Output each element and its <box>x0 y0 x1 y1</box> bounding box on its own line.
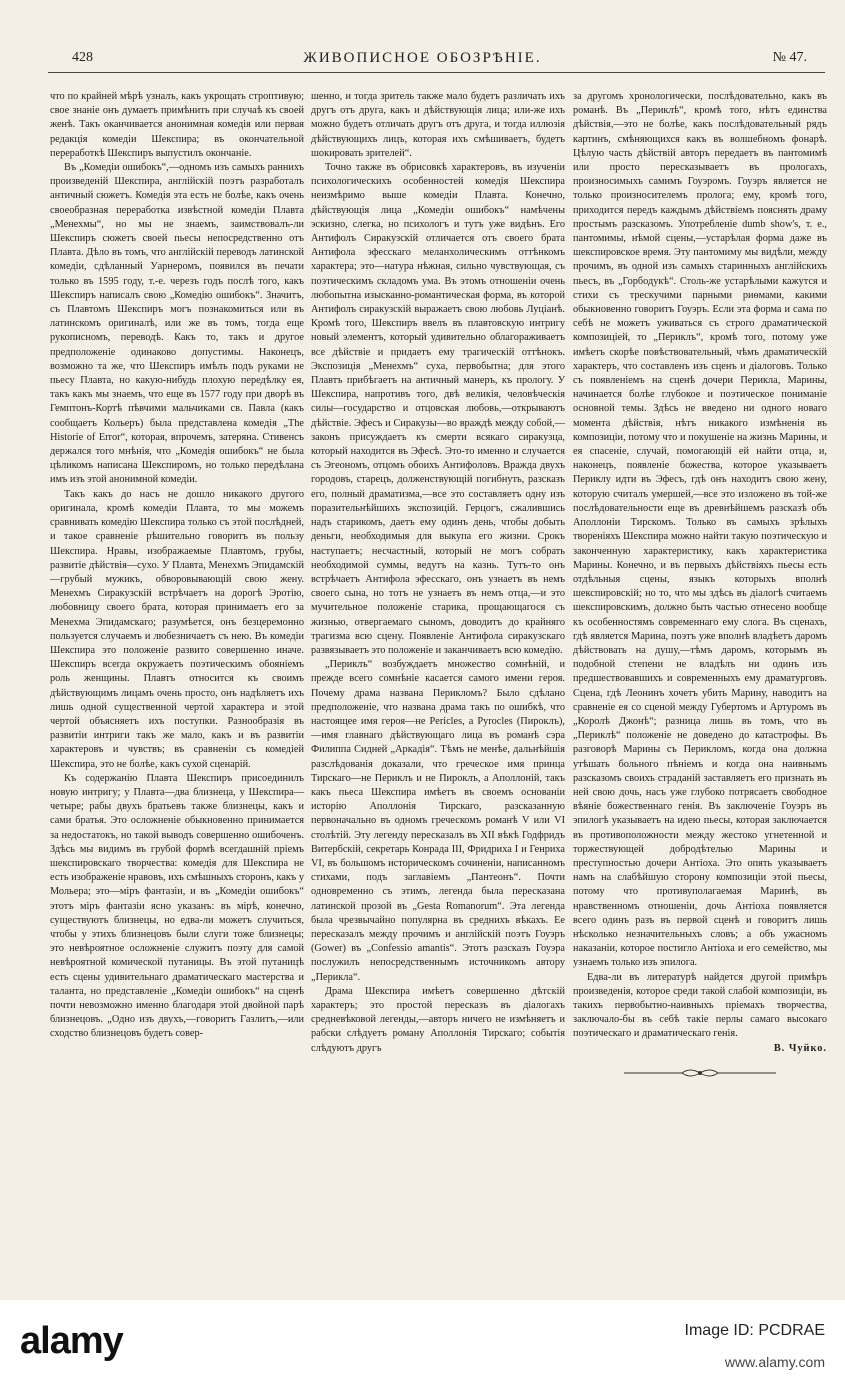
stock-footer <box>0 1300 845 1390</box>
paragraph: Въ „Комедіи ошибокъ“,—одномъ изъ самыхъ раннихъ произведеній Шекспира, англійскій поэтъ разработалъ античный сюжетъ. Комедія эта есть не болѣе, какъ очень своеобразная переработка извѣстной комедіи Плавта „Менехмы“, но мы не знаемъ, заимствовалъ-ли Шекспиръ сюжетъ своей пьесы непосредственно отъ Плавта. Дѣло въ томъ, что англійскій переводъ латинской комедіи, сдѣланный Уарнеромъ, появился въ печати только въ 1595 году, т.-е. черезъ годъ послѣ того, какъ Шекспиръ написалъ свою „Комедію ошибокъ“. Значитъ, съ Плавтомъ Шекспиръ могъ познакомиться или въ латинскомъ оригиналѣ, или же въ томъ, тогда еще рукописномъ, переводѣ. Какъ то, такъ и другое предположеніе одинаково допустимы. Наконецъ, возможно та же, что Шекспиръ имѣлъ подъ руками не пьесу Плавта, но какую-нибудь плохую передѣлку ея, такъ какъ мы знаемъ, что еще въ 1577 году при дворѣ въ Гемптонъ-Кортѣ пѣвчими мальчиками св. Павла (какъ сообщаетъ Кольеръ) была представлена комедія „The Historie of Error“, которая, впрочемъ, затеряна. Стивенсъ держался того мнѣнія, что „Комедія ошибокъ“ не была цѣликомъ написана Шекспиромъ, но только передѣлана имъ изъ этой анонимной комедіи. <box>50 162 304 486</box>
paragraph: Едва-ли въ литературѣ найдется другой примѣръ произведенія, которое среди такой слабой композиціи, въ такихъ первобытно-наивныхъ пріемахъ творчества, заключало-бы въ себѣ такіе перлы самаго высокаго поэтическаго и драматическаго генія. <box>573 971 827 1040</box>
paragraph: Точно также въ обрисовкѣ характеровъ, въ изученіи психологическихъ особенностей комедія Шекспира неизмѣримо выше комедіи Плавта. Конечно, дѣйствующія лица „Комедіи ошибокъ“ намѣчены эскизно, слегка, но психологъ и тутъ уже видѣнъ. Его Антифолъ Сиракузскій отличается отъ своего брата Антифола эфесскаго меланхолическимъ оттѣнкомъ характера; это—натура нѣжная, сильно чувствующая, съ поэтическимъ складомъ ума. Въ этомъ отношеніи очень любопытна изысканно-романтическая форма, въ которой Антифолъ сиракузскій выражаетъ свою любовь Луціанѣ. Кромѣ того, Шекспиръ ввелъ въ плавтовскую интригу новый элементъ, который удивительно облагораживаетъ все дѣйствіе и придаетъ ему трагическій оттѣнокъ. Экспозиція „Менехмъ“ суха, первобытна; для этого Плавтъ прибѣгаетъ на античный манеръ, къ прологу. У Шекспира, напротивъ того, двѣ великія, человѣческія силы—государство и отцовская любовь,—открываютъ дѣйствіе. Эфесъ и Сиракузы—во враждѣ между собой,—законъ присуждаетъ къ смерти всякаго сиракузца, который находится въ Эфесѣ. Это-то именно и случается съ Эгеономъ, отцомъ обоихъ Антифоловъ. Вражда двухъ городовъ, старецъ, долженствующій погибнуть, разсказъ его, полный драматизма,—все это составляетъ одну изъ поразительнѣйшихъ экспозицій. Герцогъ, сжалившись надъ старикомъ, даетъ ему одинъ день, чтобы добыть деньги, необходимыя для выкупа его жизни. Срокъ наступаетъ; несчастный, который не могъ собрать необходимой суммы, ведутъ на казнь. Тутъ-то онъ встрѣчаетъ Антифола эфесскаго, онъ узнаетъ въ немъ своего сына, но тотъ не узнаетъ въ немъ отца,—и это мучительное положеніе старика, прощающагося съ жизнью, отвергаемаго сыномъ, доводитъ до крайняго трагизма всю сцену. Появленіе Антифола сиракузскаго развязываетъ это положеніе и заканчиваетъ всю комедію. <box>311 162 565 656</box>
text-column-2 <box>311 90 565 1056</box>
paragraph: Драма Шекспира имѣетъ совершенно дѣтскій характеръ; это простой пересказъ въ діалогахъ средневѣковой легенды,—авторъ ничего не измѣняетъ и рабски слѣдуетъ роману Аполлонія Тирскаго; событія слѣдуютъ другъ <box>311 985 565 1054</box>
text-column-1 <box>50 90 304 1042</box>
running-title: ЖИВОПИСНОЕ ОБОЗРѢНІЕ. <box>303 50 542 66</box>
stock-url: www.alamy.com <box>724 1354 825 1370</box>
ornament-divider-icon <box>620 1066 780 1080</box>
author-signature <box>573 1042 827 1056</box>
paragraph: шенно, и тогда зритель также мало будетъ различать ихъ другъ отъ друга, какъ и дѣйствующія лица; или-же ихъ можно будетъ отличать другъ отъ друга, и тогда иллюзія дѣйствующихъ лицъ, которая ихъ смѣшиваетъ, будетъ шокировать зрителей“. <box>311 91 565 159</box>
image-id: Image ID: PCDRAE <box>684 1322 825 1339</box>
page-number: 428 <box>72 50 93 65</box>
page-header <box>0 44 845 74</box>
watermark-logo: alamy <box>20 1320 123 1362</box>
issue-number: № 47. <box>772 50 807 65</box>
paragraph: Къ содержанію Плавта Шекспиръ присоединилъ новую интригу; у Плавта—два близнеца, у Шекспира—четыре; рабы двухъ братьевъ также близнецы, какъ и сами братья. Это осложненіе обыкновенно принимается за недостатокъ, но такой выводъ совершенно ошибоченъ. Здѣсь мы видимъ въ грубой формѣ всегдашній пріемъ шекспировскаго творчества: комедія для Шекспира не есть изображеніе нравовъ, ихъ смѣшныхъ сторонъ, какъ у Мольера; это—міръ фантазіи, и въ „Комедіи ошибокъ“ этотъ міръ фантазіи ясно указанъ: въ мірѣ, конечно, существуютъ близнецы, но едва-ли можетъ случиться, чтобы у этихъ близнецовъ были слуги тоже близнецы; это невѣроятное осложненіе служитъ поэту для самой невѣроятной комической путаницы. Въ этой путаницѣ есть сцены удивительнаго драматическаго мастерства и таланта, но представленіе „Комедіи ошибокъ“ на сценѣ почти невозможно именно благодаря этой двойной парѣ близнецовъ. „Одно изъ двухъ,—говоритъ Газлитъ,—или сходство близнецовъ будетъ совер- <box>50 772 304 1040</box>
signature-text: В. Чуйко. <box>773 1042 827 1054</box>
paragraph: „Периклъ“ возбуждаетъ множество сомнѣній, и прежде всего сомнѣніе касается самого имени героя. Почему драма названа Перикломъ? Было сдѣлано предположеніе, что названа драма такъ по ошибкѣ, что настоящее имя героя—не Pericles, а Pyrocles (Пироклъ),—имя главнаго дѣйствующаго лица въ романѣ сэра Филиппа Сидней „Аркадія“. Тѣмъ не менѣе, дальнѣйшія разслѣдованія доказали, что греческое имя принца Тирскаго—не Периклъ и не Пироклъ, а Аполлоній, такъ какъ пьеса Шекспира имѣетъ въ своемъ основаніи исторію Аполлонія Тирскаго, разсказанную первоначально въ одномъ греческомъ романѣ V или VI столѣтій. Эту легенду пересказалъ въ XII вѣкѣ Годфридъ Витербскій, секретарь Конрада III, Фридриха I и Генриха VI, въ большомъ историческомъ сочиненіи, написанномъ стихами, подъ заглавіемъ „Пантеонъ“. Почти одновременно съ этимъ, легенда была пересказана латинской прозой въ „Gesta Romanorum“. Эта легенда была чрезвычайно популярна въ среднихъ вѣкахъ. Ее пересказалъ между прочимъ и англійскій поэтъ Гоуэръ (Gower) въ „Confessio amantis“. Этотъ разсказъ Гоуэра послужилъ непосредственнымъ источникомъ автору „Перикла“. <box>311 659 565 983</box>
paragraph: что по крайней мѣрѣ узналъ, какъ укрощать строптивую; свое знаніе онъ думаетъ примѣнить при случаѣ къ своей женѣ. Такъ оканчивается анонимная комедія или первая редакція комедіи Шекспира; въ окончательной переработкѣ Шекспиръ выпустилъ окончаніе. <box>50 91 304 159</box>
paragraph: за другомъ хронологически, послѣдовательно, какъ въ романѣ. Въ „Периклѣ“, кромѣ того, нѣтъ единства дѣйствія,—это не болѣе, какъ послѣдовательный рядъ картинъ, смѣняющихся какъ въ волшебномъ фонарѣ. Цѣлую часть дѣйствій авторъ передаетъ въ пантомимѣ или просто пересказываетъ въ прологахъ, произносимыхъ самимъ Гоуэромъ. Гоуэръ является не только произносителемъ пролога; ему, кромѣ того, приходится передъ каждымъ дѣйствіемъ пояснять драму простымъ разсказомъ. Употребленіе dumb show's, т. е., пантомимы, нѣмой сцены,—устарѣлая форма даже въ шекспировское время. Эту пантомиму мы видѣли, между прочимъ, въ одной изъ самыхъ старинныхъ англійскихъ пьесъ, въ „Горбодукѣ“. Столь-же устарѣлыми кажутся и стихи съ трескучими парными риѳмами, какими обыкновенно говоритъ Гоуэръ. Если эта форма и сама по себѣ не можетъ уживаться съ строго драматической композиціей, то „Периклъ“, кромѣ того, потому уже имѣетъ скорѣе повѣствовательный, чѣмъ драматическій характеръ, что составленъ изъ сценъ и діалоговъ. Только съ появленіемъ на сценѣ дочери Перикла, Марины, начинается болѣе глубокое и поэтическое пониманіе основной темы. Здѣсь не введено ни одного новаго момента дѣйствія, нѣтъ никакого измѣненія въ композиціи, потому что и покушеніе на жизнь Марины, и ея спасеніе, случай, помогающій ей найти отца, и, наконецъ, появленіе божества, которое указываетъ Периклу идти въ Эфесъ, гдѣ онъ находитъ свою жену, которую считалъ умершей,—все это изложено въ той-же послѣдовательности еще въ древнѣйшемъ разсказѣ объ Аполлоніи Тирскомъ. Только въ самыхъ зрѣлыхъ твореніяхъ Шекспира можно найти такую поэтическую и законченную характеристику, какъ характеристика Марины. Конечно, и въ первыхъ дѣйствіяхъ пьесы есть отдѣльныя сцены, языкъ которыхъ вполнѣ шекспировскій; но то, что мы здѣсь въ діалогѣ считаемъ шекспировскимъ, должно быть частью отнесено вообще къ особенностямъ современнаго ему слога. Въ сценахъ, гдѣ является Марина, поэтъ уже вполнѣ владѣетъ даромъ дѣйствовать на душу,—тѣмъ даромъ, которымъ въ подобной степени не владѣлъ ни одинъ изъ предшествовавшихъ и современныхъ ему драматурговъ. Сцена, гдѣ Леонинъ хочетъ убить Марину, наводитъ на сравненіе ея со сценой между Губертомъ и Артуромъ въ „Королѣ Джонѣ“; разница лишь въ томъ, что въ „Периклѣ“ положеніе не доведено до катастрофы. Въ разговорѣ Марины съ Перикломъ, когда она должна утѣшать больного пѣніемъ и когда она наивнымъ разсказомъ своихъ страданій заставляетъ его признать въ ней свою дочь, насъ уже глубоко потрясаетъ свободное вѣяніе божественнаго генія. Въ заключеніе Гоуэръ въ эпилогѣ указываетъ на идею пьесы, которая заключается въ противоположности между жестоко угнетенной и торжествующей добродѣтелью Марины и преступностью дочери Антіоха. Это опять указываетъ намъ на слабѣйшую сторону композиціи этой пьесы, потому что противуполагаемая Маринѣ, въ нравственномъ отношеніи, дочь Антіоха появляется всего одинъ разъ въ первой сценѣ и говоритъ лишь нѣсколько незначительныхъ словъ; а объ ужасномъ наказаніи, которое постигло Антіоха и его семейство, мы узнаемъ только изъ эпилога. <box>573 91 827 969</box>
header-rule <box>48 72 825 73</box>
paragraph: Такъ какъ до насъ не дошло никакого другого оригинала, кромѣ комедіи Плавта, то мы можемъ сравнивать комедію Шекспира только съ этой послѣдней, и такое сравненіе рѣшительно говоритъ въ пользу Шекспира. Нравы, изображаемые Плавтомъ, грубы, развитіе дѣйствія—сухо. У Плавта, Менехмъ Эпидамскій—грубый мужикъ, обворовывающій свою жену. Менехмъ Сиракузскій встрѣчаетъ на дорогѣ Эротію, любовницу своего брата, которая принимаетъ его за Менехма Эпидамскаго; разумѣется, онъ безцеремонно пользуется случаемъ и любезничаетъ съ нею. Въ комедіи Шекспира это положеніе развито совершенно иначе. Шекспиръ всегда окружаетъ поэтическимъ обояніемъ роль женщины. Плавтъ относится къ своимъ дѣйствующимъ лицамъ очень просто, онъ надѣляетъ ихъ лишь одной существенной чертой характера и этой чертой объясняетъ ихъ поступки. Разнообразія въ развитіи интриги такъ же мало, какъ и въ развитіи характеровъ и чувствъ; въ сравненіи съ комедіей Шекспира, это не болѣе, какъ сухой сценарій. <box>50 488 304 770</box>
text-column-3 <box>573 90 827 1080</box>
